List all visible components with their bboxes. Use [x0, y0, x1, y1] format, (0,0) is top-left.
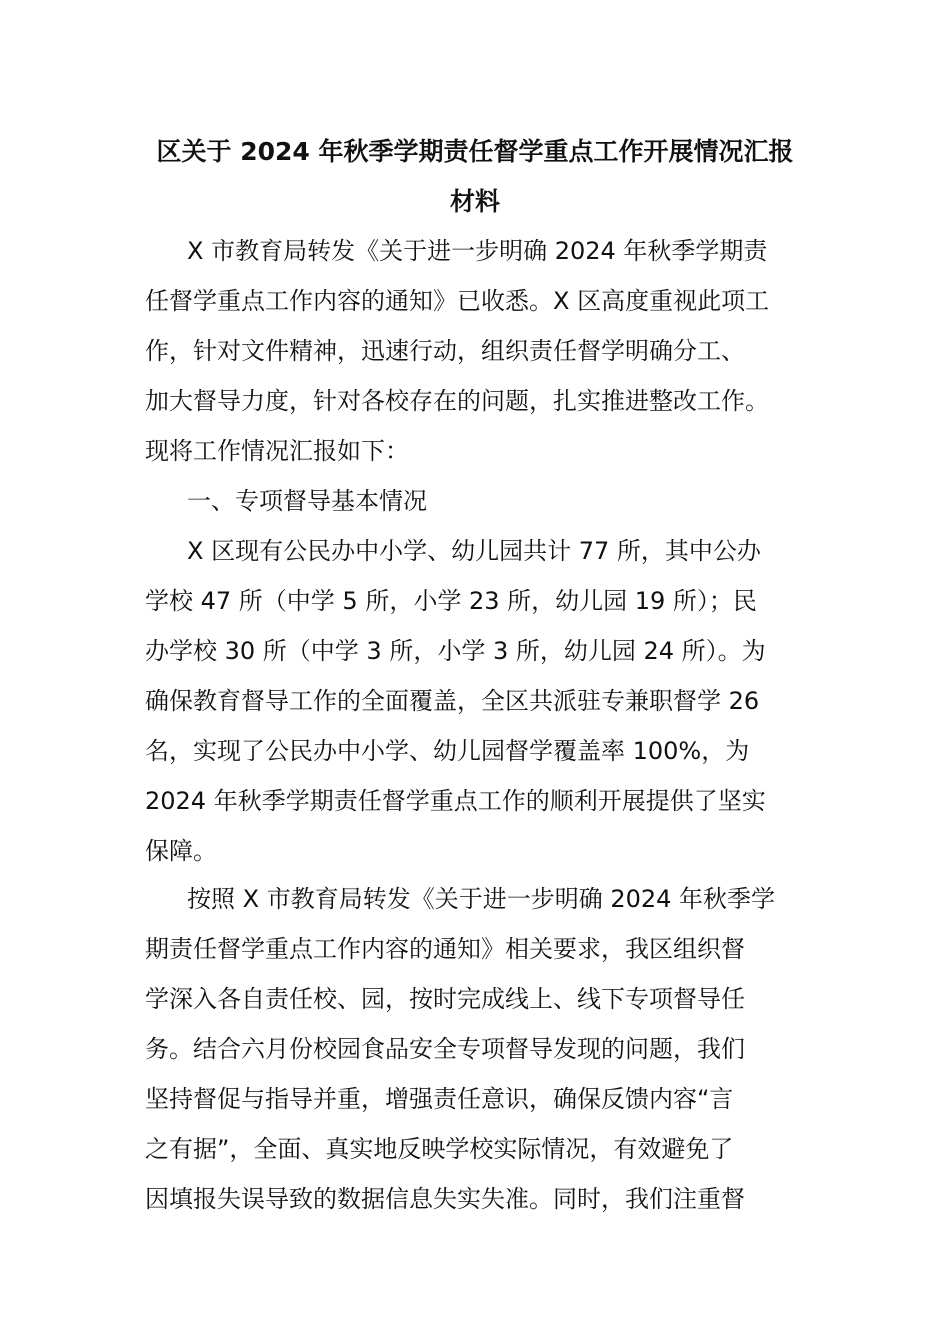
paragraph-1-line-5: 现将工作情况汇报如下：	[145, 437, 409, 465]
paragraph-1-line-2: 任督学重点工作内容的通知》已收悉。X 区高度重视此项工	[145, 287, 770, 315]
paragraph-2-line-4: 确保教育督导工作的全面覆盖，全区共派驻专兼职督学 26	[145, 687, 760, 715]
paragraph-3-line-2: 期责任督学重点工作内容的通知》相关要求，我区组织督	[145, 935, 745, 963]
paragraph-3-line-3: 学深入各自责任校、园，按时完成线上、线下专项督导任	[145, 985, 745, 1013]
paragraph-2-line-3: 办学校 30 所（中学 3 所，小学 3 所，幼儿园 24 所）。为	[145, 637, 766, 665]
paragraph-3-line-4: 务。结合六月份校园食品安全专项督导发现的问题，我们	[145, 1035, 745, 1063]
paragraph-3-line-7: 因填报失误导致的数据信息失实失准。同时，我们注重督	[145, 1185, 745, 1213]
paragraph-2-line-7: 保障。	[145, 837, 217, 865]
paragraph-2-line-6: 2024 年秋季学期责任督学重点工作的顺利开展提供了坚实	[145, 787, 766, 815]
paragraph-1-line-1: X 市教育局转发《关于进一步明确 2024 年秋季学期责	[187, 237, 768, 265]
section-heading-1: 一、专项督导基本情况	[187, 487, 427, 515]
document-title-line-2: 材料	[449, 187, 500, 216]
paragraph-2-line-2: 学校 47 所（中学 5 所，小学 23 所，幼儿园 19 所）；民	[145, 587, 757, 615]
paragraph-1-line-4: 加大督导力度，针对各校存在的问题，扎实推进整改工作。	[145, 387, 769, 415]
paragraph-3-line-1: 按照 X 市教育局转发《关于进一步明确 2024 年秋季学	[187, 885, 776, 913]
paragraph-2-line-1: X 区现有公民办中小学、幼儿园共计 77 所，其中公办	[187, 537, 761, 565]
paragraph-1-line-3: 作，针对文件精神，迅速行动，组织责任督学明确分工、	[145, 337, 745, 365]
document-title-line-1: 区关于 2024 年秋季学期责任督学重点工作开展情况汇报	[156, 137, 794, 166]
paragraph-3-line-6: 之有据”，全面、真实地反映学校实际情况，有效避免了	[145, 1135, 734, 1163]
paragraph-3-line-5: 坚持督促与指导并重，增强责任意识，确保反馈内容“言	[145, 1085, 734, 1113]
paragraph-2-line-5: 名，实现了公民办中小学、幼儿园督学覆盖率 100%，为	[145, 737, 750, 765]
